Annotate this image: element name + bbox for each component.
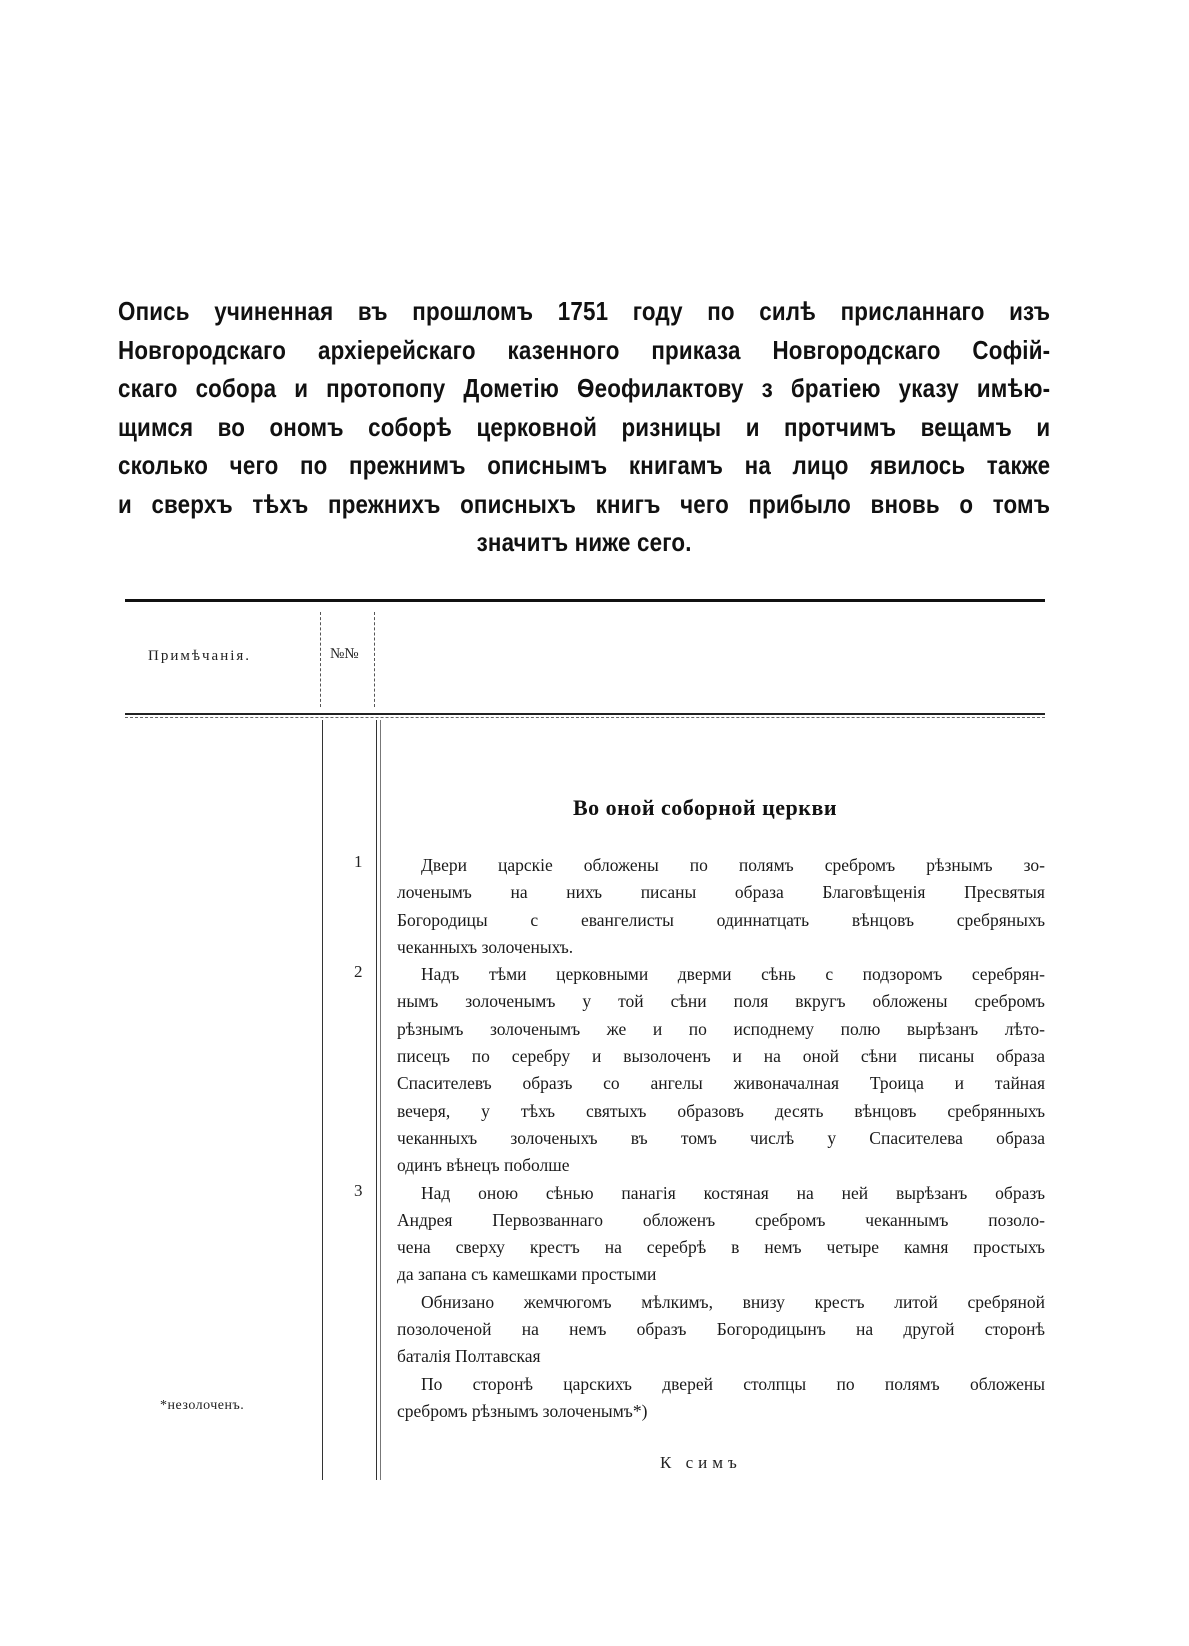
column-divider-notes-header bbox=[320, 612, 321, 707]
entry-line: Надъ тѣми церковными дверми сѣнь с подзоромъ серебрян- bbox=[421, 964, 1045, 985]
entry-paragraph bbox=[397, 1180, 1045, 1289]
notes-column-header: Примѣчанія. bbox=[148, 648, 252, 664]
entries-list bbox=[397, 852, 1045, 1425]
catchword: К симъ bbox=[660, 1453, 742, 1472]
title-line: скаго собора и протопопу Дометію Ѳеофилактову з братіею указу имѣю- bbox=[118, 373, 1051, 403]
entry-number: 1 bbox=[354, 852, 363, 871]
entry-line: По сторонѣ царскихъ дверей столпцы по полямъ обложены bbox=[421, 1373, 1045, 1394]
title-line: и сверхъ тѣхъ прежнихъ описныхъ книгъ чего прибыло вновь о томъ bbox=[118, 488, 1051, 519]
section-title: Во оной соборной церкви bbox=[573, 795, 837, 820]
header-bottom-dashed-rule bbox=[125, 717, 1045, 718]
entry-line: писецъ по серебру и вызолоченъ и на оной сѣни писаны образа bbox=[397, 1046, 1045, 1067]
title-line: щимся во ономъ соборѣ церковной ризницы и протчимъ вещамъ и bbox=[118, 411, 1051, 442]
entry-line: чеканныхъ золоченыхъ. bbox=[397, 936, 574, 957]
entry-line: нымъ золоченымъ у той сѣни поля вкругъ обложены сребромъ bbox=[397, 991, 1045, 1012]
title-line: сколько чего по прежнимъ описнымъ книгамъ на лицо явилось также bbox=[118, 450, 1051, 480]
entry-paragraph bbox=[397, 1289, 1045, 1371]
entry-line: Над оною сѣнью панагія костяная на ней вырѣзанъ образъ bbox=[421, 1182, 1045, 1203]
entry-line: Двери царскіе обложены по полямъ сребромъ рѣзнымъ зо- bbox=[421, 855, 1045, 875]
entry-paragraph bbox=[397, 1371, 1045, 1426]
entry-line: чеканныхъ золоченыхъ въ томъ числѣ у Спасителева образа bbox=[397, 1127, 1045, 1148]
entry-line: да запана съ камешками простыми bbox=[397, 1264, 657, 1285]
entry-line: Спасителевъ образъ со ангелы живоначалная Троица и тайная bbox=[397, 1073, 1045, 1094]
title-line: Новгородскаго архіерейскаго казенного приказа Новгородскаго Софій- bbox=[118, 334, 1051, 365]
entry-line: баталія Полтавская bbox=[397, 1346, 541, 1367]
header-top-rule bbox=[125, 599, 1045, 602]
entry-line: рѣзнымъ золоченымъ же и по исподнему полю вырѣзанъ лѣто- bbox=[397, 1018, 1045, 1039]
column-divider-number-header bbox=[374, 612, 375, 707]
document-title bbox=[118, 292, 1051, 562]
column-divider-notes bbox=[322, 720, 323, 1480]
entry-line: лоченымъ на нихъ писаны образа Благовѣщенія Пресвятыя bbox=[397, 882, 1045, 903]
number-column-header: №№ bbox=[330, 646, 359, 662]
entry-line: сребромъ рѣзнымъ золоченымъ*) bbox=[397, 1400, 648, 1421]
entry-line: Обнизано жемчюгомъ мѣлкимъ, внизу крестъ литой сребряной bbox=[421, 1291, 1045, 1312]
entry-line: одинъ вѣнецъ поболше bbox=[397, 1155, 570, 1176]
entry-line: вечеря, у тѣхъ святыхъ образовъ десять вѣнцовъ сребрянныхъ bbox=[397, 1100, 1045, 1121]
column-divider-number-double bbox=[380, 720, 381, 1480]
title-line: Опись учиненная въ прошломъ 1751 году по силѣ присланнаго изъ bbox=[118, 296, 1051, 326]
header-bottom-rule bbox=[125, 713, 1045, 715]
title-line: значитъ ниже сего. bbox=[476, 527, 692, 557]
entry-number: 2 bbox=[354, 962, 363, 981]
entry-line: Богородицы с евангелисты одиннатцать вѣнцовъ сребряныхъ bbox=[397, 909, 1045, 930]
entry-paragraph bbox=[397, 961, 1045, 1179]
entry-line: позолоченой на немъ образъ Богородицынъ на другой сторонѣ bbox=[397, 1319, 1045, 1340]
entry-line: Андрея Первозваннаго обложенъ сребромъ чеканнымъ позоло- bbox=[397, 1209, 1045, 1230]
entry-line: чена сверху крестъ на серебрѣ в немъ четыре камня простыхъ bbox=[397, 1237, 1045, 1258]
entry-number: 3 bbox=[354, 1181, 363, 1200]
column-divider-number bbox=[376, 720, 377, 1480]
entry-paragraph bbox=[397, 852, 1045, 961]
margin-footnote: *незолоченъ. bbox=[160, 1398, 245, 1413]
